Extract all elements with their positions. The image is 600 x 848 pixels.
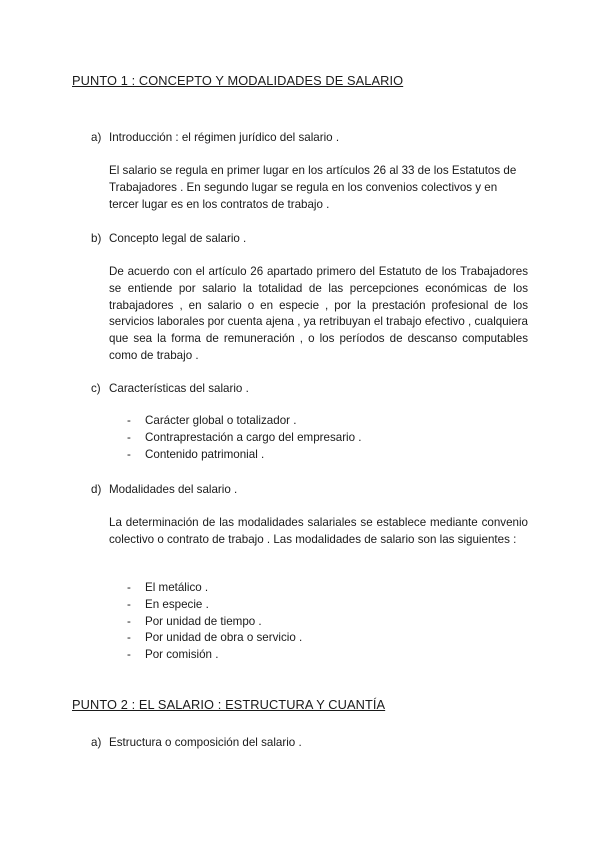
item-b-label	[91, 231, 246, 248]
paragraph-concepto-legal: De acuerdo con el artículo 26 apartado primero del Estatuto de los Trabajadores se entiende por salario la totalidad de las percepciones económicas de los trabajadores , en salario o en especie , por la prestación profesional de los servicios laborales por cuenta ajena , ya retribuyan el trabajo efectivo , cualquiera que sea la forma de remuneración , o los períodos de descanso computables como de trabajo .	[109, 265, 528, 362]
item-c-label	[91, 381, 249, 398]
section-heading-punto-2: PUNTO 2 : EL SALARIO : ESTRUCTURA Y CUANTÍA	[72, 697, 386, 712]
item-a-label-punto-2	[91, 735, 302, 752]
list-item: - Por unidad de tiempo .	[127, 614, 302, 631]
paragraph-introduccion: El salario se regula en primer lugar en los artículos 26 al 33 de los Estatutos de Trabajadores . En segundo lugar se regula en los convenios colectivos y en tercer lugar es en los contratos de trabajo .	[109, 164, 517, 211]
list-item: - Por comisión .	[127, 647, 302, 664]
paragraph-modalidades: La determinación de las modalidades salariales se establece mediante convenio colectivo o contrato de trabajo . Las modalidades de salario son las siguientes :	[109, 516, 528, 546]
item-title: Modalidades del salario .	[109, 483, 238, 496]
item-letter: a)	[91, 131, 102, 144]
section-heading-punto-1: PUNTO 1 : CONCEPTO Y MODALIDADES DE SALARIO	[72, 73, 404, 88]
list-item: - En especie .	[127, 597, 302, 614]
list-item: - Por unidad de obra o servicio .	[127, 630, 302, 647]
list-item: - Contraprestación a cargo del empresario .	[127, 430, 362, 447]
list-item: - Contenido patrimonial .	[127, 447, 362, 464]
item-a-label	[91, 130, 339, 147]
item-title: Características del salario .	[109, 382, 249, 395]
item-letter: d)	[91, 483, 102, 496]
item-title: Introducción : el régimen jurídico del salario .	[109, 131, 340, 144]
bullet-list-caracteristicas	[127, 413, 362, 463]
item-title: Estructura o composición del salario .	[109, 736, 302, 749]
bullet-list-modalidades	[127, 580, 302, 664]
item-title: Concepto legal de salario .	[109, 232, 247, 245]
item-d-label	[91, 482, 237, 499]
list-item: - El metálico .	[127, 580, 302, 597]
list-item: - Carácter global o totalizador .	[127, 413, 362, 430]
item-letter: a)	[91, 736, 102, 749]
item-letter: b)	[91, 232, 102, 245]
item-letter: c)	[91, 382, 101, 395]
